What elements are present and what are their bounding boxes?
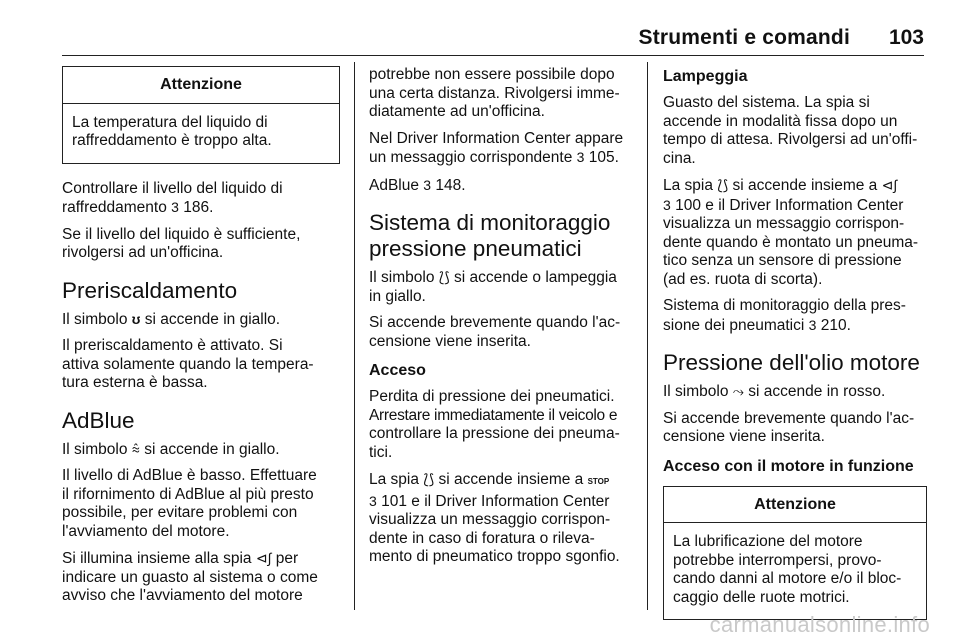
text-line: La temperatura del liquido di [72, 113, 268, 131]
stop-icon: STOP [587, 477, 610, 486]
warning-box-body [63, 104, 339, 163]
warning-box-title: Attenzione [664, 487, 926, 524]
paragraph: Si accende brevemente quando l'ac- censione viene inserita. [369, 314, 621, 350]
column-3 [663, 66, 927, 632]
page-ref-link[interactable]: 101 e il Driver Information Center [381, 492, 610, 510]
warning-box-title: Attenzione [63, 67, 339, 104]
page-header-section: Strumenti e comandi [638, 26, 850, 49]
paragraph: Nel Driver Information Center appare un messaggio corrispondente 3 105. [369, 129, 624, 166]
ref-arrow-icon: 3 [808, 316, 817, 333]
subheading-flashing: Lampeggia [663, 68, 748, 85]
ref-arrow-icon: 3 [576, 149, 585, 165]
watermark: carmanualsonline.info [709, 612, 930, 637]
ref-arrow-icon: 3 [423, 176, 432, 193]
paragraph: Si accende brevemente quando l'ac- censione viene inserita. [663, 409, 915, 445]
subheading-engine-running: Acceso con il motore in funzione [663, 457, 914, 475]
engine-warning-icon: ⊲∫ [255, 550, 272, 566]
column-1 [62, 66, 340, 614]
ref-arrow-icon: 3 [663, 196, 671, 213]
warning-box-coolant [62, 66, 340, 164]
page-ref-link[interactable]: 210. [820, 316, 851, 334]
tire-pressure-icon: ⟅⟆ [717, 177, 729, 193]
warning-box-body: La lubrificazione del motore potrebbe interrompersi, provo- cando danni al motore e/o il bloc- caggio delle ruote motrici. [673, 533, 902, 606]
paragraph: Il simbolo ʊ si accende in giallo. [62, 310, 281, 328]
tire-pressure-icon: ⟅⟆ [423, 471, 435, 487]
page-ref-link[interactable]: 100 e il Driver Information Center [675, 196, 904, 214]
page-ref-link[interactable]: 186. [183, 199, 214, 216]
subheading-on: Acceso [369, 362, 426, 379]
page-ref-link[interactable]: 105. [588, 149, 619, 166]
paragraph: Sistema di monitoraggio della pres- sione dei pneumatici 3 210. [663, 297, 906, 334]
paragraph: Il simbolo ⟅⟆ si accende o lampeggia in giallo. [369, 269, 617, 305]
adblue-icon: ⩯ [131, 440, 140, 457]
paragraph: Controllare il livello del liquido di raffreddamento 3 186. [62, 179, 283, 216]
oil-can-icon: ⤳ [732, 383, 744, 399]
page-number: 103 [888, 26, 924, 49]
paragraph: Guasto del sistema. La spia si accende in modalità fissa dopo un tempo di attesa. Rivolgersi ad un'offi- cina. [663, 94, 918, 167]
paragraph: Perdita di pressione dei pneumatici. Arrestare immediatamente il veicolo e controllare la pressione dei pneuma- tici. [369, 388, 620, 461]
paragraph: potrebbe non essere possibile dopo una certa distanza. Rivolgersi imme- diatamente ad un'officina. [369, 66, 620, 120]
ref-arrow-icon: 3 [369, 492, 377, 509]
tire-pressure-icon: ⟅⟆ [438, 269, 450, 285]
paragraph: Il simbolo ⩯ si accende in giallo. [62, 440, 280, 458]
paragraph: Se il livello del liquido è sufficiente, rivolgersi ad un'officina. [62, 225, 301, 261]
ref-arrow-icon: 3 [171, 199, 179, 215]
paragraph: Si illumina insieme alla spia ⊲∫ per indicare un guasto al sistema o come avviso che l'avviamento del motore [62, 550, 318, 604]
section-heading-adblue: AdBlue [62, 407, 135, 433]
paragraph: Il simbolo ⤳ si accende in rosso. [663, 383, 886, 400]
paragraph: Il livello di AdBlue è basso. Effettuare il rifornimento di AdBlue al più presto possibile, per evitare problemi con l'avviamento del motore. [62, 467, 317, 540]
warning-box-oil [663, 486, 927, 621]
section-heading-tpms: Sistema di monitoraggio pressione pneumatici [369, 210, 611, 261]
section-heading-preheating: Preriscaldamento [62, 277, 238, 303]
section-heading-oil-pressure: Pressione dell'olio motore [663, 350, 920, 375]
paragraph: Il preriscaldamento è attivato. Si attiva solamente quando la tempera- tura esterna è bassa. [62, 337, 314, 391]
column-2 [369, 66, 637, 575]
glow-plug-icon: ʊ [131, 310, 141, 327]
paragraph: La spia ⟅⟆ si accende insieme a STOP 3 101 e il Driver Information Center visualizza un messaggio corrispon- dente in caso di foratura o rileva- mento di pneumatico troppo sgonfio. [369, 471, 620, 565]
engine-warning-icon: ⊲∫ [881, 177, 898, 193]
header-rule [62, 55, 924, 56]
paragraph: La spia ⟅⟆ si accende insieme a ⊲∫ 3 100 e il Driver Information Center visualizza un messaggio corrispon- dente quando è montato un pneuma- tico senza un sensore di pressione (ad es. ruota di scorta). [663, 177, 919, 288]
column-divider-2 [647, 62, 648, 610]
column-divider-1 [354, 62, 355, 610]
page-ref-link[interactable]: 148. [435, 176, 466, 194]
paragraph: AdBlue 3 148. [369, 176, 466, 194]
text-line: raffreddamento è troppo alta. [72, 132, 272, 149]
